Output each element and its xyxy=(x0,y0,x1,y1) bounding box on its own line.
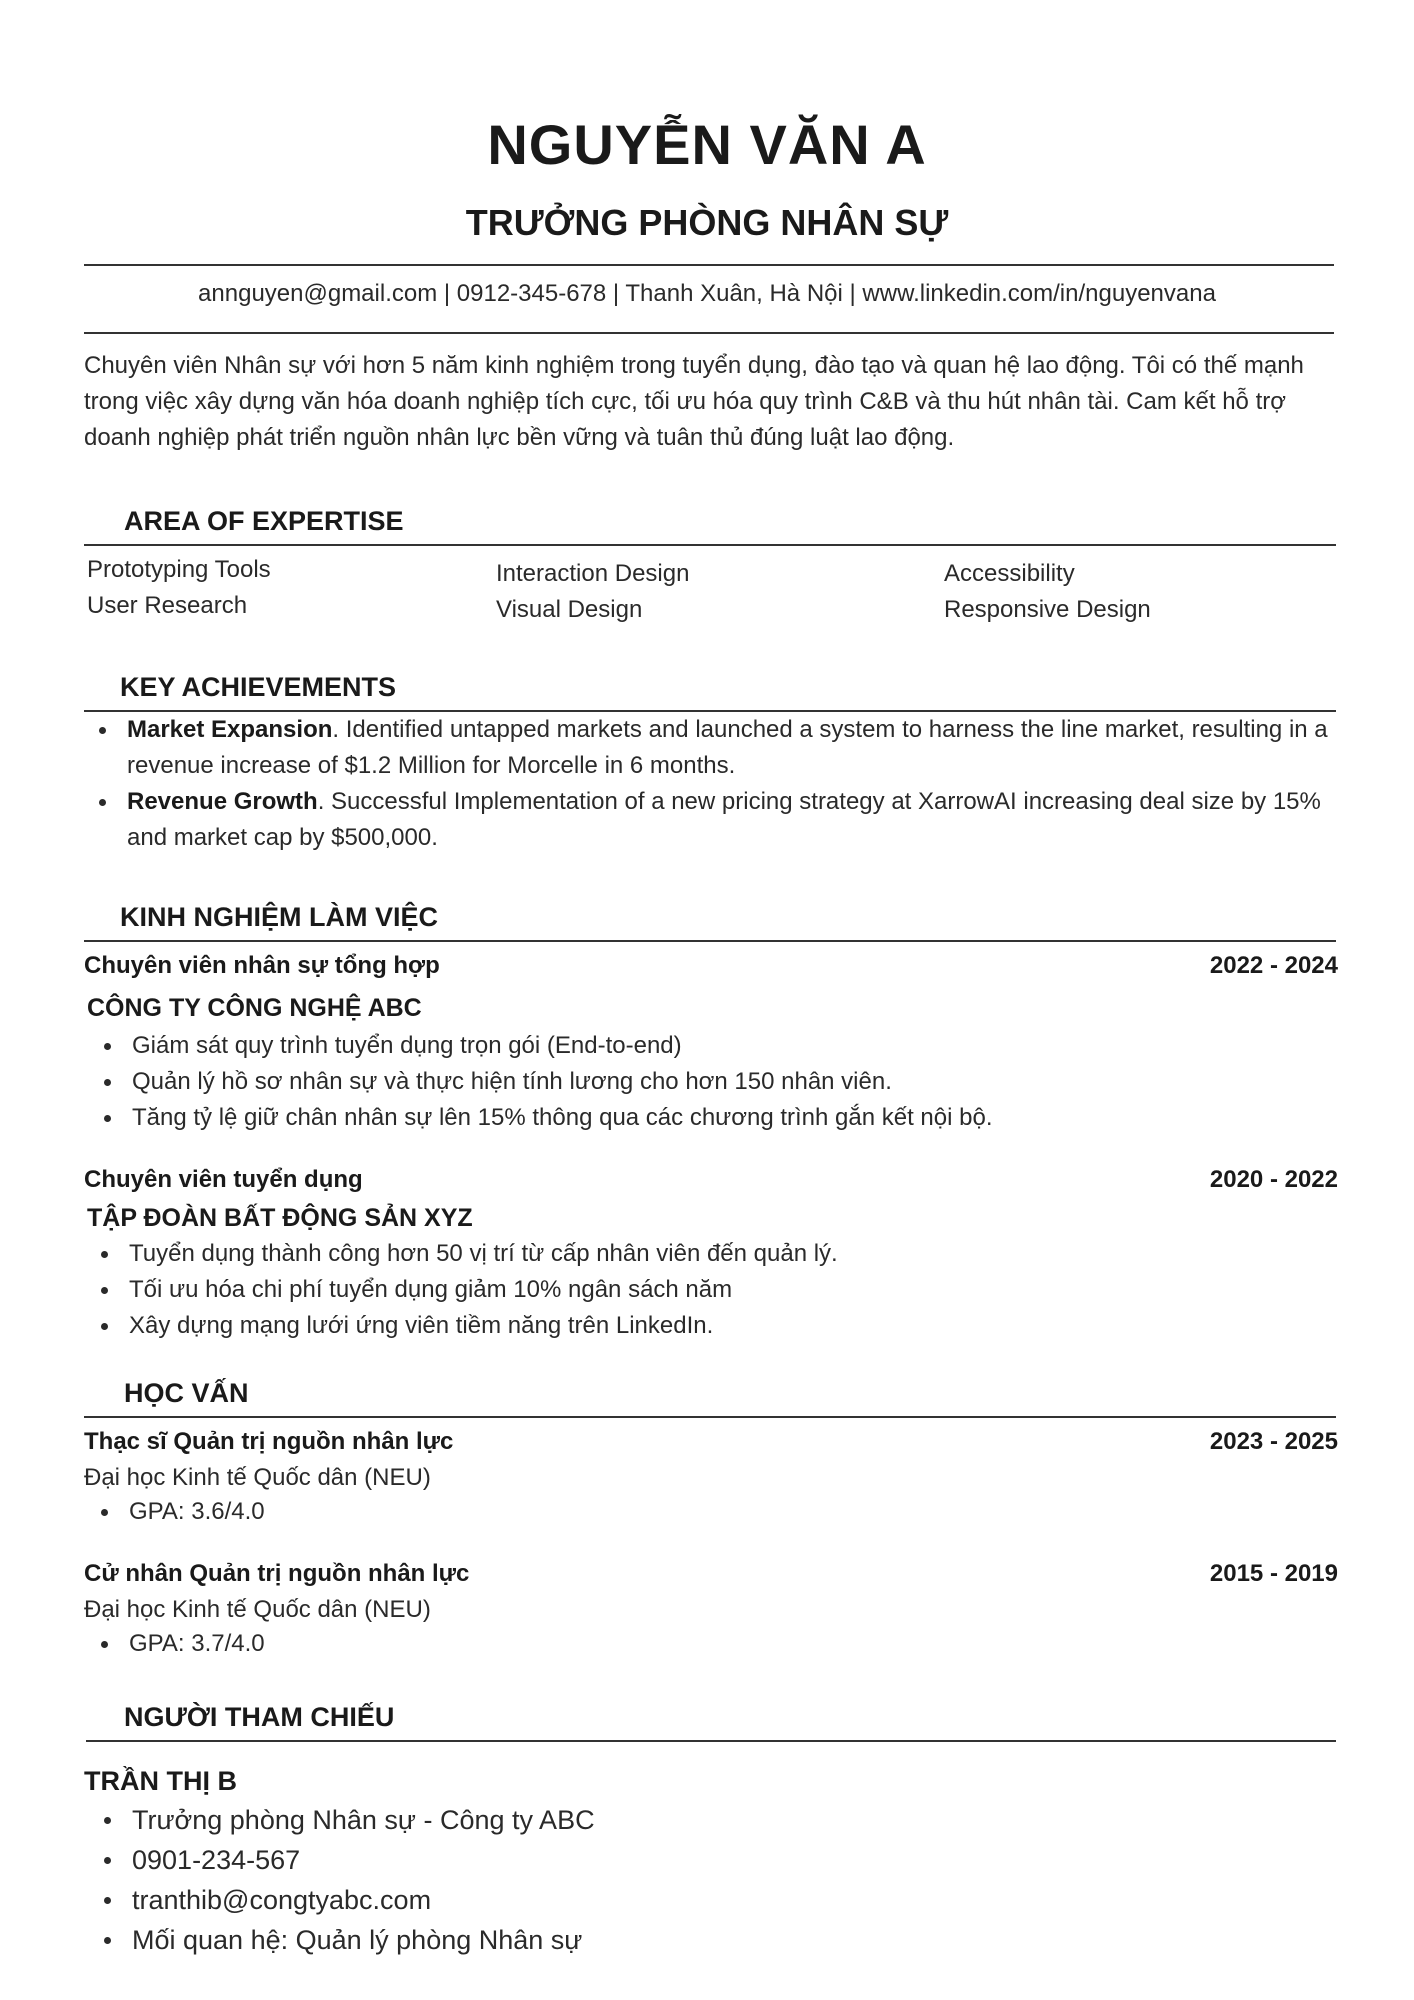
job-role: Chuyên viên nhân sự tổng hợp xyxy=(84,952,440,979)
reference-details xyxy=(132,1800,1032,1960)
section-title-experience: KINH NGHIỆM LÀM VIỆC xyxy=(120,902,439,932)
job-company: CÔNG TY CÔNG NGHỆ ABC xyxy=(87,994,422,1022)
job-bullet: Tối ưu hóa chi phí tuyển dụng giảm 10% ngân sách năm xyxy=(129,1272,1309,1308)
education-degree: Thạc sĩ Quản trị nguồn nhân lực xyxy=(84,1428,454,1455)
achievement-item xyxy=(127,784,1332,856)
candidate-name: NGUYỄN VĂN A xyxy=(487,113,927,176)
job-bullet: Quản lý hồ sơ nhân sự và thực hiện tính lương cho hơn 150 nhân viên. xyxy=(132,1064,1312,1100)
education-school: Đại học Kinh tế Quốc dân (NEU) xyxy=(84,1464,431,1491)
contact-line: annguyen@gmail.com | 0912-345-678 | Thanh Xuân, Hà Nội | www.linkedin.com/in/nguyenvana xyxy=(198,280,1216,307)
job-bullet: Tăng tỷ lệ giữ chân nhân sự lên 15% thông qua các chương trình gắn kết nội bộ. xyxy=(132,1100,1312,1136)
expertise-item: Interaction Design xyxy=(496,560,690,587)
section-title-education: HỌC VẤN xyxy=(124,1378,249,1408)
candidate-title: TRƯỞNG PHÒNG NHÂN SỰ xyxy=(465,202,949,243)
education-gpa: GPA: 3.7/4.0 xyxy=(129,1626,729,1662)
achievement-title: Revenue Growth xyxy=(127,788,318,815)
education-details xyxy=(129,1626,729,1662)
job-dates: 2020 - 2022 xyxy=(1209,1166,1338,1193)
expertise-item: Accessibility xyxy=(944,560,1075,587)
section-title-expertise: AREA OF EXPERTISE xyxy=(124,506,404,536)
education-degree: Cử nhân Quản trị nguồn nhân lực xyxy=(84,1560,470,1587)
profile-summary: Chuyên viên Nhân sự với hơn 5 năm kinh nghiệm trong tuyển dụng, đào tạo và quan hệ lao động. Tôi có thế mạnh trong việc xây dựng văn hóa doanh nghiệp tích cực, tối ưu hóa quy trình C&B và thu hút nhân tài. Cam kết hỗ trợ doanh nghiệp phát triển nguồn nhân lực bền vững và tuân thủ đúng luật lao động. xyxy=(84,352,1304,451)
achievement-item xyxy=(127,712,1332,784)
education-details xyxy=(129,1494,729,1530)
section-title-achievements: KEY ACHIEVEMENTS xyxy=(120,672,397,702)
reference-phone: 0901-234-567 xyxy=(132,1840,1032,1880)
education-dates: 2015 - 2019 xyxy=(1209,1560,1338,1587)
education-dates: 2023 - 2025 xyxy=(1209,1428,1338,1455)
expertise-item: Prototyping Tools xyxy=(87,556,271,583)
achievements-list xyxy=(127,712,1332,856)
job-bullets xyxy=(132,1028,1312,1136)
divider xyxy=(84,264,1334,266)
reference-email: tranthib@congtyabc.com xyxy=(132,1880,1032,1920)
section-divider xyxy=(86,1740,1336,1742)
job-company: TẬP ĐOÀN BẤT ĐỘNG SẢN XYZ xyxy=(87,1204,473,1232)
education-school: Đại học Kinh tế Quốc dân (NEU) xyxy=(84,1596,431,1623)
job-bullet: Xây dựng mạng lưới ứng viên tiềm năng trên LinkedIn. xyxy=(129,1308,1309,1344)
education-gpa: GPA: 3.6/4.0 xyxy=(129,1494,729,1530)
expertise-item: User Research xyxy=(87,592,248,619)
section-title-references: NGƯỜI THAM CHIẾU xyxy=(124,1702,395,1732)
achievement-text: . Identified untapped markets and launched a system to harness the line market, resulting in a revenue increase of $1.2 Million for Morcelle in 6 months. xyxy=(127,716,1328,779)
section-divider xyxy=(84,1416,1336,1418)
divider xyxy=(84,332,1334,334)
expertise-item: Visual Design xyxy=(496,596,643,623)
achievement-title: Market Expansion xyxy=(127,716,333,743)
expertise-item: Responsive Design xyxy=(944,596,1151,623)
job-role: Chuyên viên tuyển dụng xyxy=(84,1166,363,1193)
reference-position: Trưởng phòng Nhân sự - Công ty ABC xyxy=(132,1800,1032,1840)
job-bullet: Tuyển dụng thành công hơn 50 vị trí từ cấp nhân viên đến quản lý. xyxy=(129,1236,1309,1272)
achievement-text: . Successful Implementation of a new pricing strategy at XarrowAI increasing deal size by 15% and market cap by $500,000. xyxy=(127,788,1321,851)
job-dates: 2022 - 2024 xyxy=(1209,952,1338,979)
job-bullet: Giám sát quy trình tuyển dụng trọn gói (End-to-end) xyxy=(132,1028,1312,1064)
section-divider xyxy=(84,940,1336,942)
reference-name: TRẦN THỊ B xyxy=(84,1766,237,1796)
job-bullets xyxy=(129,1236,1309,1344)
section-divider xyxy=(84,544,1336,546)
reference-relationship: Mối quan hệ: Quản lý phòng Nhân sự xyxy=(132,1920,1032,1960)
